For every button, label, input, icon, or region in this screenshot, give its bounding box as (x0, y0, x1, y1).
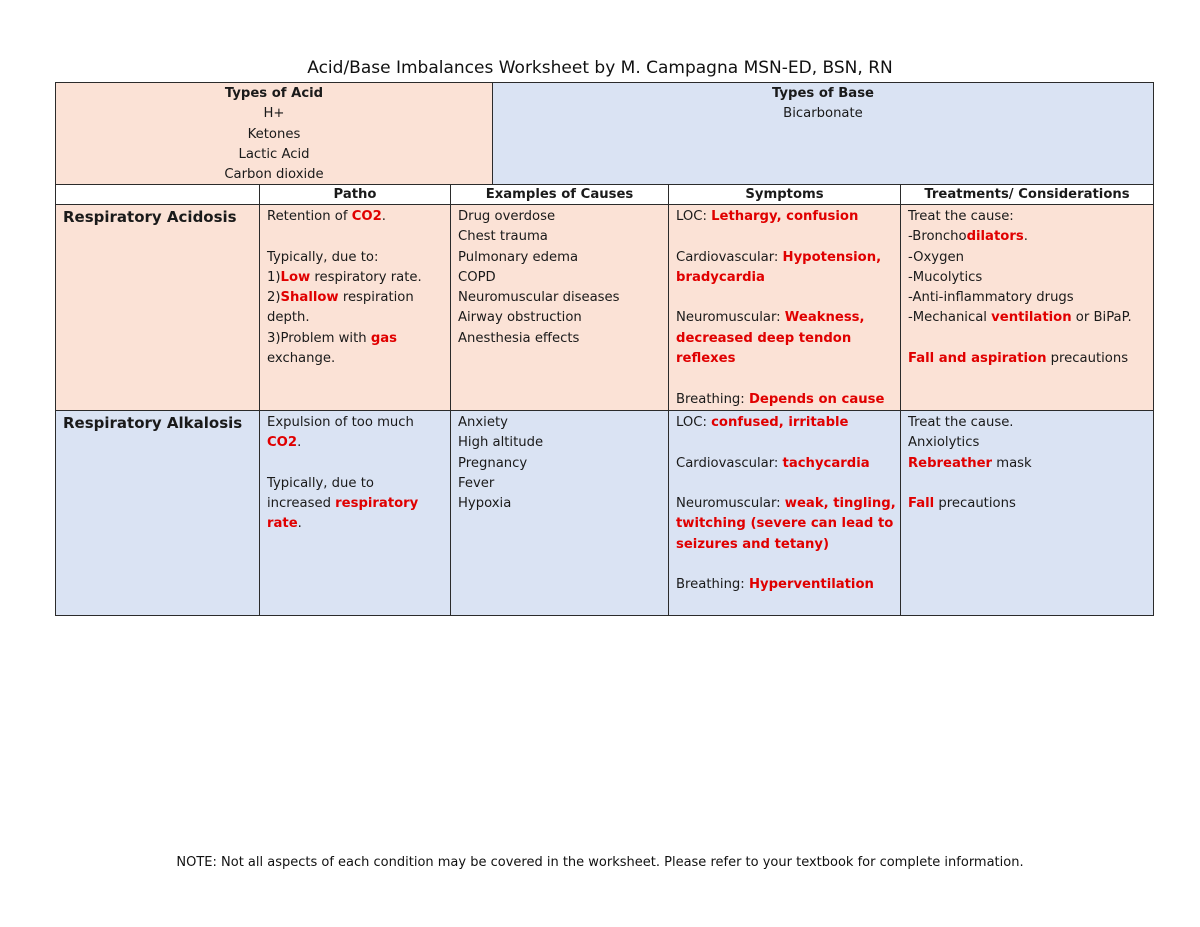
symptom-label: Cardiovascular: (676, 249, 783, 265)
emphasis-text: Rebreather (908, 455, 993, 471)
emphasis-text: bradycardia (676, 269, 765, 285)
text: -Mechanical (908, 310, 992, 326)
text: mask (992, 455, 1032, 471)
cause-item: Pulmonary edema (458, 249, 579, 265)
text: respiratory rate. (310, 269, 422, 285)
page-title: Acid/Base Imbalances Worksheet by M. Campagna MSN-ED, BSN, RN (307, 58, 893, 78)
emphasis-text: rate (267, 516, 298, 532)
text: -Mucolytics (908, 269, 983, 285)
cause-item: Chest trauma (458, 229, 548, 245)
text: or BiPaP. (1071, 310, 1132, 326)
cause-item: Hypoxia (458, 496, 512, 512)
base-type-item: Bicarbonate (783, 106, 863, 122)
acidosis-patho-cell (260, 205, 451, 411)
respiratory-acidosis-row (56, 205, 1154, 411)
text: 2) (267, 290, 281, 306)
text: Typically, due to: (267, 249, 379, 265)
emphasis-text: twitching (severe can lead to (676, 516, 894, 532)
emphasis-text: tachycardia (782, 455, 870, 471)
text: -Broncho (908, 229, 967, 245)
acidosis-symptoms-cell (669, 205, 901, 411)
symptom-label: Breathing: (676, 577, 749, 593)
types-of-acid-cell (56, 83, 493, 186)
text: Anxiolytics (908, 435, 980, 451)
text: Treat the cause. (908, 415, 1014, 430)
symptom-label: Breathing: (676, 391, 749, 407)
text: exchange. (267, 351, 336, 367)
header-row (56, 185, 1154, 205)
text: . (297, 516, 302, 532)
header-patho: Patho (260, 185, 451, 205)
alkalosis-symptoms-cell (669, 411, 901, 616)
cause-item: Anxiety (458, 415, 508, 430)
emphasis-text: confused, irritable (711, 415, 849, 430)
emphasis-text: CO2 (351, 209, 382, 224)
text: 3)Problem with (267, 330, 371, 346)
header-symptoms: Symptoms (669, 185, 901, 205)
cause-item: Anesthesia effects (458, 330, 580, 346)
text: . (297, 435, 302, 451)
emphasis-text: weak, tingling, (784, 496, 896, 512)
text: -Anti-inflammatory drugs (908, 290, 1074, 306)
text: . (1023, 229, 1028, 245)
acidosis-causes-cell (451, 205, 669, 411)
emphasis-text: Hyperventilation (748, 577, 874, 593)
emphasis-text: CO2 (267, 435, 298, 451)
emphasis-text: Shallow (280, 290, 339, 306)
text: Retention of (267, 209, 352, 224)
acidosis-treatments-cell (901, 205, 1154, 411)
text: Typically, due to (267, 475, 374, 491)
emphasis-text: reflexes (676, 351, 736, 367)
cause-item: High altitude (458, 435, 544, 451)
respiratory-alkalosis-row (56, 411, 1154, 616)
symptom-label: Neuromuscular: (676, 496, 785, 512)
symptom-label: LOC: (676, 209, 712, 224)
text: precautions (934, 496, 1016, 512)
emphasis-text: gas (370, 330, 398, 346)
cause-item: Neuromuscular diseases (458, 290, 620, 306)
emphasis-text: dilators (966, 229, 1024, 245)
emphasis-text: Fall and aspiration (908, 351, 1047, 367)
emphasis-text: ventilation (991, 310, 1072, 326)
conditions-table (55, 184, 1154, 616)
emphasis-text: respiratory (335, 496, 419, 512)
types-of-base-cell (493, 83, 1154, 186)
text: depth. (267, 310, 310, 326)
header-causes: Examples of Causes (451, 185, 669, 205)
alkalosis-patho-cell (260, 411, 451, 616)
alkalosis-treatments-cell (901, 411, 1154, 616)
text: respiration (338, 290, 414, 306)
cause-item: Drug overdose (458, 209, 556, 224)
text: . (381, 209, 386, 224)
symptom-label: Neuromuscular: (676, 310, 785, 326)
types-of-acid-heading: Types of Acid (224, 86, 324, 101)
alkalosis-causes-cell (451, 411, 669, 616)
header-empty (56, 185, 260, 205)
acid-type-item: H+ (263, 106, 285, 122)
text: 1) (267, 269, 281, 285)
emphasis-text: Weakness, (784, 310, 865, 326)
condition-name-alkalosis: Respiratory Alkalosis (56, 411, 260, 616)
cause-item: Pregnancy (458, 455, 528, 471)
emphasis-text: Fall (908, 496, 935, 512)
text: -Oxygen (908, 249, 964, 265)
cause-item: Fever (458, 475, 495, 491)
cause-item: Airway obstruction (458, 310, 582, 326)
condition-name-acidosis: Respiratory Acidosis (56, 205, 260, 411)
types-table (55, 82, 1154, 186)
symptom-label: LOC: (676, 415, 712, 430)
cause-item: COPD (458, 269, 496, 285)
header-treatments: Treatments/ Considerations (901, 185, 1154, 205)
symptom-label: Cardiovascular: (676, 455, 783, 471)
types-of-base-heading: Types of Base (772, 86, 874, 101)
acid-type-item: Lactic Acid (238, 146, 310, 162)
emphasis-text: Lethargy, confusion (711, 209, 859, 224)
text: precautions (1046, 351, 1129, 367)
acid-type-item: Ketones (247, 126, 301, 142)
emphasis-text: decreased deep tendon (676, 330, 852, 346)
emphasis-text: Hypotension, (782, 249, 882, 265)
text: increased (267, 496, 336, 512)
acid-type-item: Carbon dioxide (224, 167, 324, 183)
emphasis-text: Low (280, 269, 311, 285)
emphasis-text: seizures and tetany) (676, 536, 830, 552)
text: Treat the cause: (908, 209, 1014, 224)
text: Expulsion of too much (267, 415, 414, 430)
emphasis-text: Depends on cause (748, 391, 885, 407)
footer-note: NOTE: Not all aspects of each condition may be covered in the worksheet. Please refer to your textbook for complete information. (176, 855, 1024, 870)
